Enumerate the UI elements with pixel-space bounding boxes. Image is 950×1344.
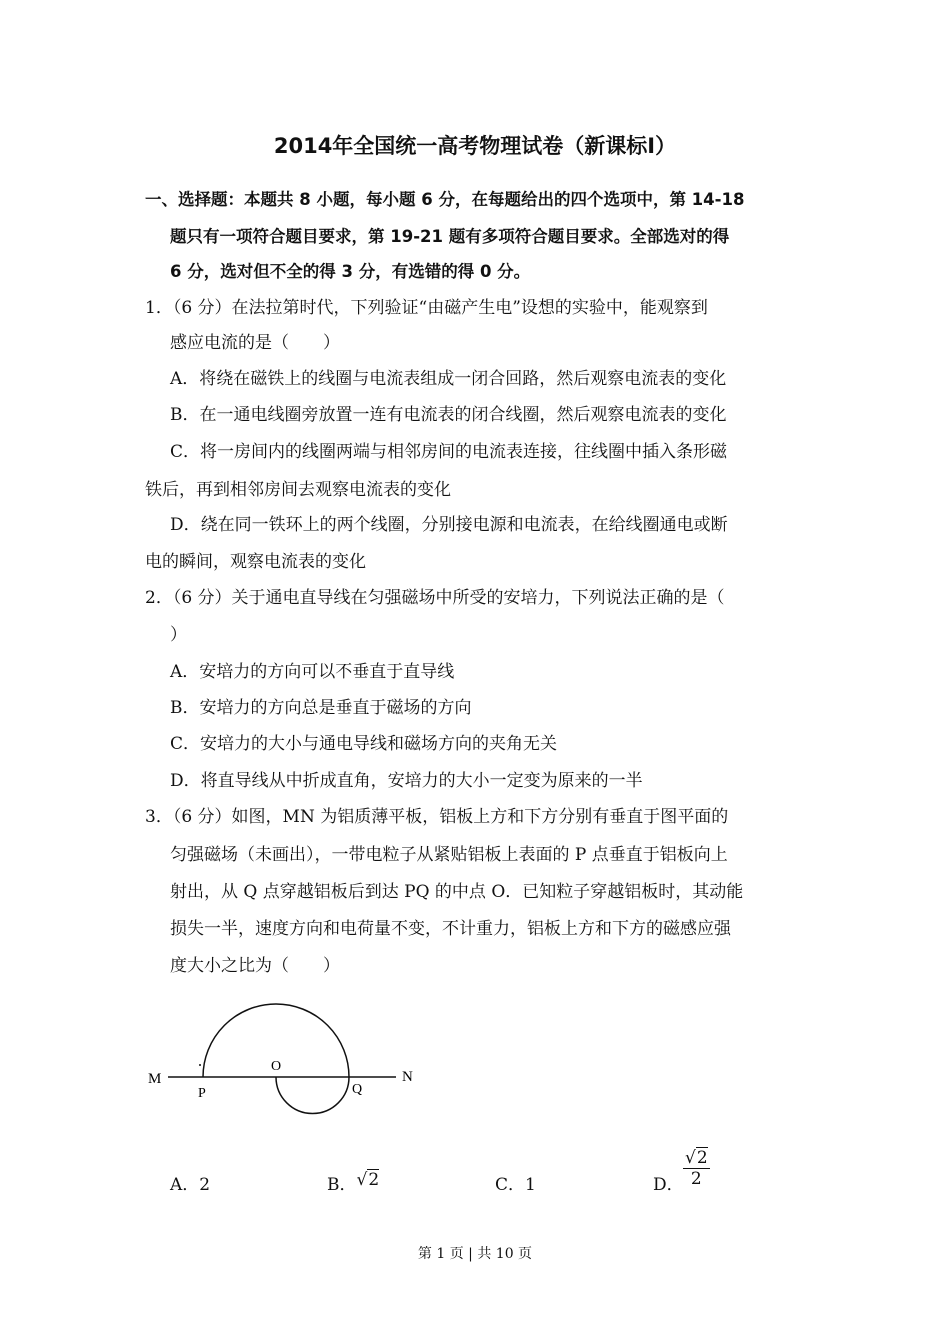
- label-o: O: [271, 1059, 282, 1074]
- q3-figure: [140, 995, 430, 1125]
- q2-stem-line2: ）: [170, 625, 187, 645]
- q3-option-a: A．2: [170, 1175, 211, 1195]
- page-footer: 第 1 页 | 共 10 页: [417, 1246, 533, 1262]
- dot-mark: [199, 1064, 201, 1066]
- section-heading-line2: 题只有一项符合题目要求，第 19-21 题有多项符合题目要求。全部选对的得: [170, 227, 730, 246]
- q3-option-b-sqrt: √2: [356, 1170, 380, 1190]
- q1-option-c-line1: C．将一房间内的线圈两端与相邻房间的电流表连接，往线圈中插入条形磁: [170, 442, 728, 462]
- q3-stem-line5: 度大小之比为（ ）: [170, 956, 340, 976]
- q1-option-d-line1: D．绕在同一铁环上的两个线圈，分别接电源和电流表，在给线圈通电或断: [170, 515, 728, 535]
- q3-option-b: [327, 1170, 380, 1195]
- q3-option-b-label: B．: [327, 1175, 357, 1195]
- q3-option-d-label: D．: [653, 1175, 684, 1195]
- fraction-denominator: 2: [690, 1169, 702, 1189]
- q2-option-c: C．安培力的大小与通电导线和磁场方向的夹角无关: [170, 734, 558, 754]
- q1-option-a: A．将绕在磁铁上的线圈与电流表组成一闭合回路，然后观察电流表的变化: [170, 369, 727, 389]
- q1-stem-line1: 1．（6 分）在法拉第时代，下列验证“由磁产生电”设想的实验中，能观察到: [145, 298, 708, 318]
- section-heading-line1: 一、选择题：本题共 8 小题，每小题 6 分，在每题给出的四个选项中，第 14-18: [145, 190, 745, 209]
- q2-option-d: D．将直导线从中折成直角，安培力的大小一定变为原来的一半: [170, 771, 643, 791]
- q1-option-d-line2: 电的瞬间，观察电流表的变化: [145, 552, 366, 572]
- label-p: P: [198, 1086, 206, 1101]
- q3-stem-line3: 射出，从 Q 点穿越铝板后到达 PQ 的中点 O．已知粒子穿越铝板时，其动能: [170, 882, 744, 902]
- q3-option-c: C．1: [495, 1175, 536, 1195]
- q2-option-b: B．安培力的方向总是垂直于磁场的方向: [170, 698, 472, 718]
- q3-stem-line2: 匀强磁场（未画出），一带电粒子从紧贴铝板上表面的 P 点垂直于铝板向上: [170, 845, 728, 865]
- label-n: N: [402, 1069, 413, 1085]
- q3-stem-line1: 3．（6 分）如图，MN 为铝质薄平板，铝板上方和下方分别有垂直于图平面的: [145, 807, 729, 827]
- fraction-numerator: √2: [685, 1148, 708, 1168]
- q3-option-b-radicand: 2: [368, 1170, 380, 1190]
- page-title: 2014年全国统一高考物理试卷（新课标Ⅰ）: [273, 134, 677, 158]
- q2-stem-line1: 2．（6 分）关于通电直导线在匀强磁场中所受的安培力，下列说法正确的是（: [145, 588, 725, 608]
- q3-option-d-fraction: [683, 1148, 710, 1189]
- label-m: M: [148, 1071, 162, 1087]
- q3-stem-line4: 损失一半，速度方向和电荷量不变，不计重力，铝板上方和下方的磁感应强: [170, 919, 731, 939]
- q1-option-b: B．在一通电线圈旁放置一连有电流表的闭合线圈，然后观察电流表的变化: [170, 405, 727, 425]
- section-heading-line3: 6 分，选对但不全的得 3 分，有选错的得 0 分。: [170, 262, 531, 281]
- q1-stem-line2: 感应电流的是（ ）: [170, 333, 340, 353]
- q2-option-a: A．安培力的方向可以不垂直于直导线: [170, 662, 455, 682]
- lower-arc: [276, 1077, 349, 1114]
- q3-option-d-radicand: 2: [696, 1148, 708, 1168]
- label-q: Q: [352, 1082, 363, 1097]
- q1-option-c-line2: 铁后，再到相邻房间去观察电流表的变化: [145, 480, 451, 500]
